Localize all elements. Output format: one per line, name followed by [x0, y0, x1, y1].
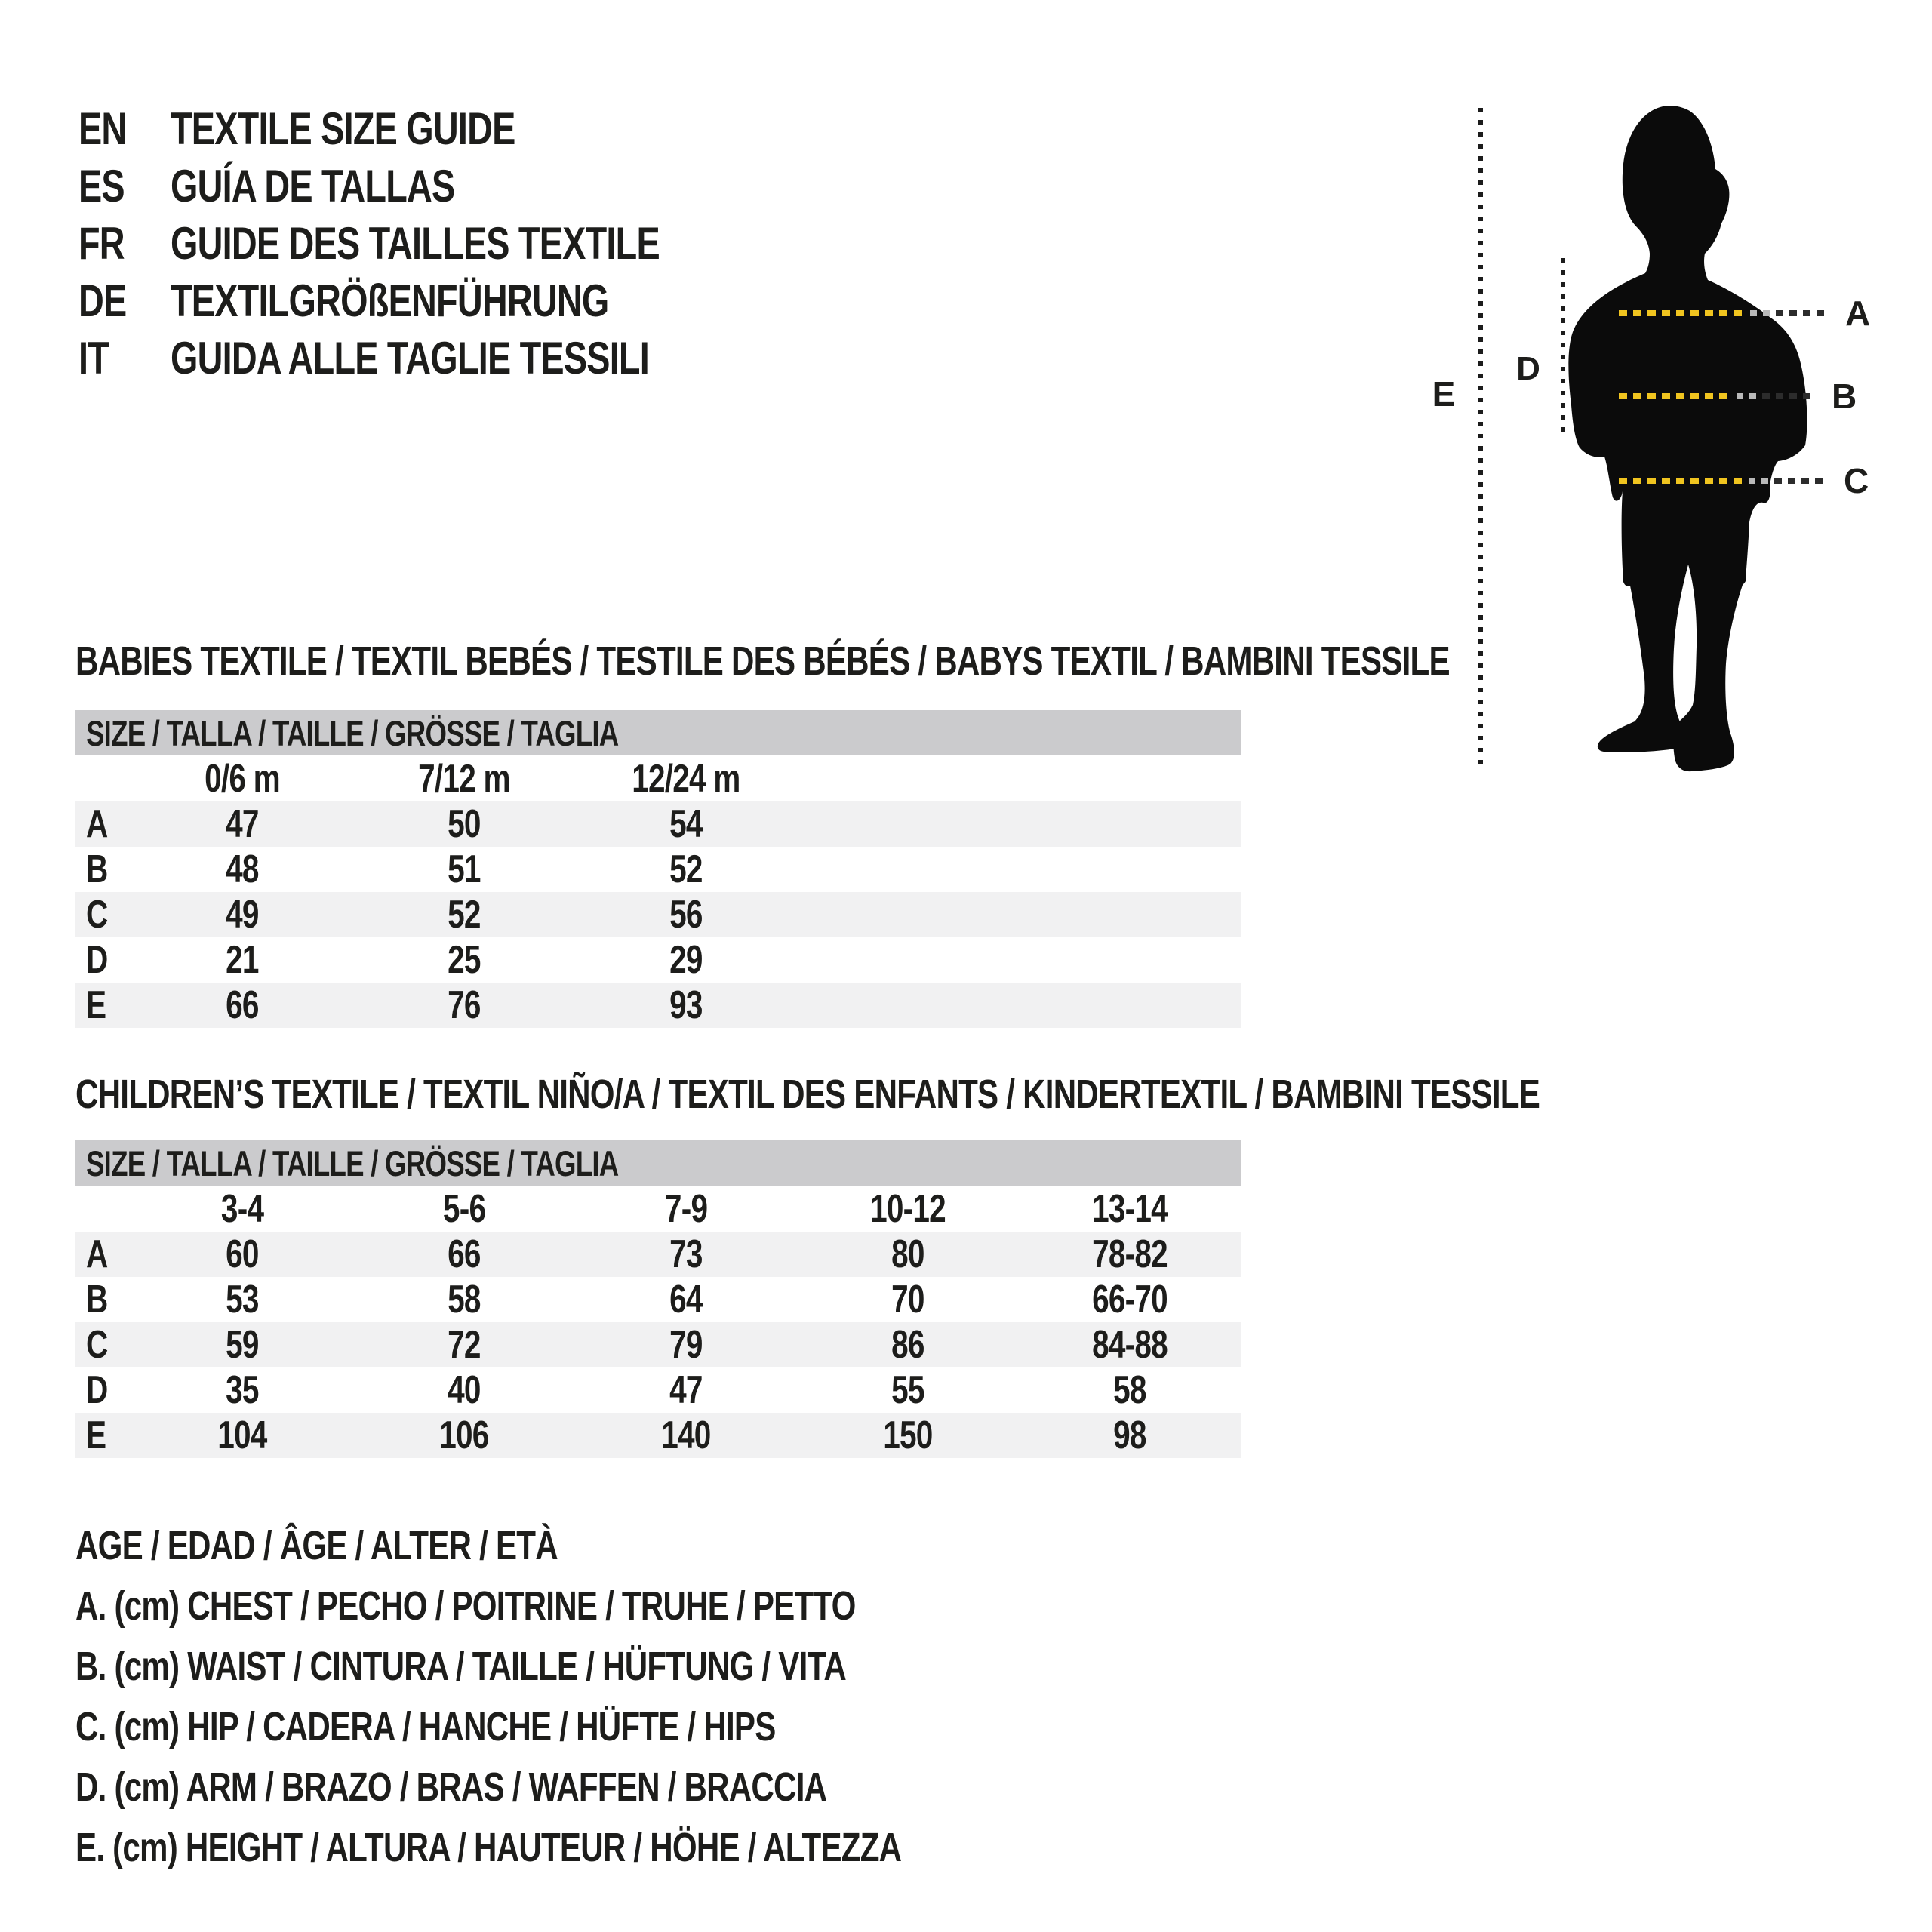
- height-label-e: E: [1432, 374, 1456, 414]
- chest-dash-dark: [1776, 310, 1826, 316]
- row-label-text: C: [86, 1323, 108, 1367]
- row-label-cell: [75, 1277, 131, 1322]
- table-row: [75, 1367, 1241, 1413]
- column-header-cell: [797, 1186, 1019, 1232]
- value-text: 76: [448, 983, 481, 1027]
- value-cell: [131, 1322, 353, 1367]
- language-code: IT: [78, 332, 109, 383]
- value-cell: [131, 801, 353, 847]
- value-cell: [1019, 1232, 1241, 1277]
- value-cell: [131, 1367, 353, 1413]
- column-header-cell: [131, 1186, 353, 1232]
- row-label-text: D: [86, 1368, 108, 1412]
- legend-line: [75, 1636, 1134, 1697]
- value-cell: [353, 892, 575, 937]
- hip-label-c: C: [1844, 461, 1869, 500]
- value-text: 56: [669, 893, 703, 937]
- chest-measure-line: [1619, 296, 1870, 331]
- value-text: 79: [669, 1323, 703, 1367]
- value-text: 64: [669, 1278, 703, 1321]
- language-row: [78, 329, 798, 386]
- row-label-cell: [75, 1367, 131, 1413]
- value-text: 50: [448, 802, 481, 846]
- value-cell: [797, 1367, 1019, 1413]
- value-cell: [353, 1413, 575, 1458]
- value-cell: [797, 1232, 1019, 1277]
- babies-size-header-bar: [75, 710, 1241, 755]
- value-text: 47: [669, 1368, 703, 1412]
- measurement-legend: [75, 1515, 1134, 1878]
- children-table-title-text: CHILDREN’S TEXTILE / TEXTIL NIÑO/A / TEXTIL DES ENFANTS / KINDERTEXTIL / BAMBINI TESSILE: [75, 1072, 1540, 1117]
- column-header-text: 7/12 m: [418, 756, 510, 801]
- arm-measure-line-d: [1561, 258, 1565, 436]
- value-cell: [1019, 1322, 1241, 1367]
- value-cell: [1019, 1413, 1241, 1458]
- row-label-cell: [75, 801, 131, 847]
- column-header-text: 3-4: [220, 1186, 264, 1231]
- waist-dash-yellow: [1619, 393, 1730, 399]
- value-text: 84-88: [1092, 1323, 1168, 1367]
- language-code: ES: [78, 160, 125, 211]
- arm-label-d: D: [1516, 350, 1540, 387]
- language-code: FR: [78, 217, 125, 269]
- column-header-cell: [575, 756, 797, 801]
- legend-line: [75, 1697, 1134, 1757]
- legend-line-text: C. (cm) HIP / CADERA / HANCHE / HÜFTE / HIPS: [75, 1704, 776, 1749]
- hip-dash-dark: [1774, 478, 1824, 484]
- value-cell: [131, 1413, 353, 1458]
- table-row: [75, 937, 1241, 983]
- value-cell: [575, 892, 797, 937]
- table-row: [75, 1322, 1241, 1367]
- table-column-header-row: [75, 1186, 1241, 1232]
- value-text: 29: [669, 938, 703, 982]
- children-table-grid: [75, 1186, 1241, 1458]
- value-cell: [1019, 1367, 1241, 1413]
- language-title: TEXTILE SIZE GUIDE: [171, 103, 515, 154]
- value-text: 86: [891, 1323, 924, 1367]
- table-row: [75, 983, 1241, 1028]
- value-cell: [353, 937, 575, 983]
- value-text: 40: [448, 1368, 481, 1412]
- row-label-cell: [75, 892, 131, 937]
- value-cell: [353, 1232, 575, 1277]
- legend-line-text: B. (cm) WAIST / CINTURA / TAILLE / HÜFTUNG / VITA: [75, 1644, 846, 1689]
- legend-line: [75, 1817, 1134, 1878]
- value-cell: [353, 801, 575, 847]
- children-size-header-text: SIZE / TALLA / TAILLE / GRÖSSE / TAGLIA: [86, 1143, 619, 1183]
- value-text: 66-70: [1092, 1278, 1168, 1321]
- babies-table-title: [75, 638, 1837, 685]
- value-text: 58: [448, 1278, 481, 1321]
- legend-line-text: D. (cm) ARM / BRAZO / BRAS / WAFFEN / BRACCIA: [75, 1764, 827, 1810]
- column-header-cell: [1019, 1186, 1241, 1232]
- value-text: 106: [439, 1414, 489, 1457]
- value-cell: [575, 801, 797, 847]
- waist-dash-dark: [1762, 393, 1812, 399]
- value-text: 52: [669, 848, 703, 891]
- table-row: [75, 1413, 1241, 1458]
- value-text: 66: [226, 983, 259, 1027]
- babies-table-title-text: BABIES TEXTILE / TEXTIL BEBÉS / TESTILE DES BÉBÉS / BABYS TEXTIL / BAMBINI TESSILE: [75, 638, 1450, 684]
- language-title: GUIDA ALLE TAGLIE TESSILI: [171, 332, 649, 383]
- legend-line-text: AGE / EDAD / ÂGE / ALTER / ETÀ: [75, 1523, 558, 1568]
- row-label-text: A: [86, 802, 108, 846]
- row-label-cell: [75, 1232, 131, 1277]
- column-header-text: 7-9: [664, 1186, 708, 1231]
- language-title: GUIDE DES TAILLES TEXTILE: [171, 217, 660, 269]
- table-row: [75, 892, 1241, 937]
- value-text: 51: [448, 848, 481, 891]
- value-cell: [353, 983, 575, 1028]
- value-text: 73: [669, 1232, 703, 1276]
- value-cell: [131, 983, 353, 1028]
- babies-size-header-text: SIZE / TALLA / TAILLE / GRÖSSE / TAGLIA: [86, 712, 619, 753]
- value-cell: [575, 847, 797, 892]
- language-code: DE: [78, 275, 127, 326]
- value-cell: [575, 983, 797, 1028]
- hip-dash-fade: [1749, 478, 1774, 484]
- column-header-cell: [131, 756, 353, 801]
- value-cell: [575, 1232, 797, 1277]
- value-text: 47: [226, 802, 259, 846]
- value-cell: [353, 1277, 575, 1322]
- value-text: 25: [448, 938, 481, 982]
- value-text: 55: [891, 1368, 924, 1412]
- column-header-text: 10-12: [870, 1186, 946, 1231]
- legend-line: [75, 1515, 1134, 1576]
- value-text: 60: [226, 1232, 259, 1276]
- row-label-cell: [75, 1322, 131, 1367]
- language-row: [78, 272, 798, 329]
- column-header-text: 13-14: [1092, 1186, 1168, 1231]
- row-label-text: A: [86, 1232, 108, 1276]
- column-header-text: 5-6: [442, 1186, 486, 1231]
- hip-measure-line: [1619, 463, 1869, 498]
- chest-label-a: A: [1845, 294, 1871, 333]
- value-cell: [353, 1367, 575, 1413]
- value-cell: [131, 937, 353, 983]
- waist-label-b: B: [1832, 377, 1857, 416]
- value-cell: [131, 1232, 353, 1277]
- value-cell: [797, 1413, 1019, 1458]
- legend-line: [75, 1576, 1134, 1636]
- language-title: TEXTILGRÖßENFÜHRUNG: [171, 275, 609, 326]
- value-cell: [131, 1277, 353, 1322]
- table-row: [75, 1232, 1241, 1277]
- table-row: [75, 1277, 1241, 1322]
- row-label-cell: [75, 1413, 131, 1458]
- row-label-text: D: [86, 938, 108, 982]
- value-text: 78-82: [1092, 1232, 1168, 1276]
- value-text: 150: [883, 1414, 933, 1457]
- table-row: [75, 847, 1241, 892]
- value-cell: [131, 847, 353, 892]
- legend-line: [75, 1757, 1134, 1817]
- column-header-text: 12/24 m: [632, 756, 740, 801]
- value-cell: [575, 937, 797, 983]
- row-label-text: B: [86, 848, 108, 891]
- row-label-text: E: [86, 983, 106, 1027]
- value-cell: [353, 1322, 575, 1367]
- value-cell: [797, 1277, 1019, 1322]
- chest-dash-fade: [1750, 310, 1776, 316]
- value-text: 93: [669, 983, 703, 1027]
- row-label-text: B: [86, 1278, 108, 1321]
- children-size-header-bar: [75, 1140, 1241, 1186]
- value-cell: [575, 1322, 797, 1367]
- row-label-cell: [75, 847, 131, 892]
- value-cell: [797, 1322, 1019, 1367]
- column-header-cell: [353, 1186, 575, 1232]
- value-text: 70: [891, 1278, 924, 1321]
- value-text: 48: [226, 848, 259, 891]
- row-label-text: E: [86, 1414, 106, 1457]
- value-text: 66: [448, 1232, 481, 1276]
- value-cell: [353, 847, 575, 892]
- babies-table-grid: [75, 755, 1241, 1028]
- language-title: GUÍA DE TALLAS: [171, 160, 455, 211]
- hip-dash-yellow: [1619, 478, 1743, 484]
- column-header-cell: [575, 1186, 797, 1232]
- value-text: 53: [226, 1278, 259, 1321]
- value-text: 140: [661, 1414, 711, 1457]
- language-code: EN: [78, 103, 127, 154]
- value-cell: [131, 892, 353, 937]
- waist-measure-line: [1619, 379, 1857, 414]
- value-text: 72: [448, 1323, 481, 1367]
- row-label-text: C: [86, 893, 108, 937]
- value-text: 54: [669, 802, 703, 846]
- value-cell: [575, 1413, 797, 1458]
- language-row: [78, 214, 798, 272]
- table-row: [75, 801, 1241, 847]
- language-row: [78, 100, 798, 157]
- language-title-list: [78, 100, 798, 386]
- value-text: 21: [226, 938, 259, 982]
- children-table-title: [75, 1071, 1932, 1118]
- column-header-text: 0/6 m: [205, 756, 280, 801]
- value-text: 49: [226, 893, 259, 937]
- value-text: 58: [1113, 1368, 1146, 1412]
- column-header-cell: [353, 756, 575, 801]
- value-text: 98: [1113, 1414, 1146, 1457]
- value-text: 35: [226, 1368, 259, 1412]
- language-row: [78, 157, 798, 214]
- value-text: 59: [226, 1323, 259, 1367]
- value-text: 52: [448, 893, 481, 937]
- value-cell: [575, 1277, 797, 1322]
- row-label-cell: [75, 937, 131, 983]
- legend-line-text: E. (cm) HEIGHT / ALTURA / HAUTEUR / HÖHE / ALTEZZA: [75, 1825, 902, 1870]
- chest-dash-yellow: [1619, 310, 1744, 316]
- table-column-header-row: [75, 755, 1241, 801]
- waist-dash-fade: [1737, 393, 1762, 399]
- value-text: 80: [891, 1232, 924, 1276]
- value-text: 104: [217, 1414, 267, 1457]
- legend-line-text: A. (cm) CHEST / PECHO / POITRINE / TRUHE / PETTO: [75, 1583, 856, 1629]
- value-cell: [575, 1367, 797, 1413]
- value-cell: [1019, 1277, 1241, 1322]
- row-label-cell: [75, 983, 131, 1028]
